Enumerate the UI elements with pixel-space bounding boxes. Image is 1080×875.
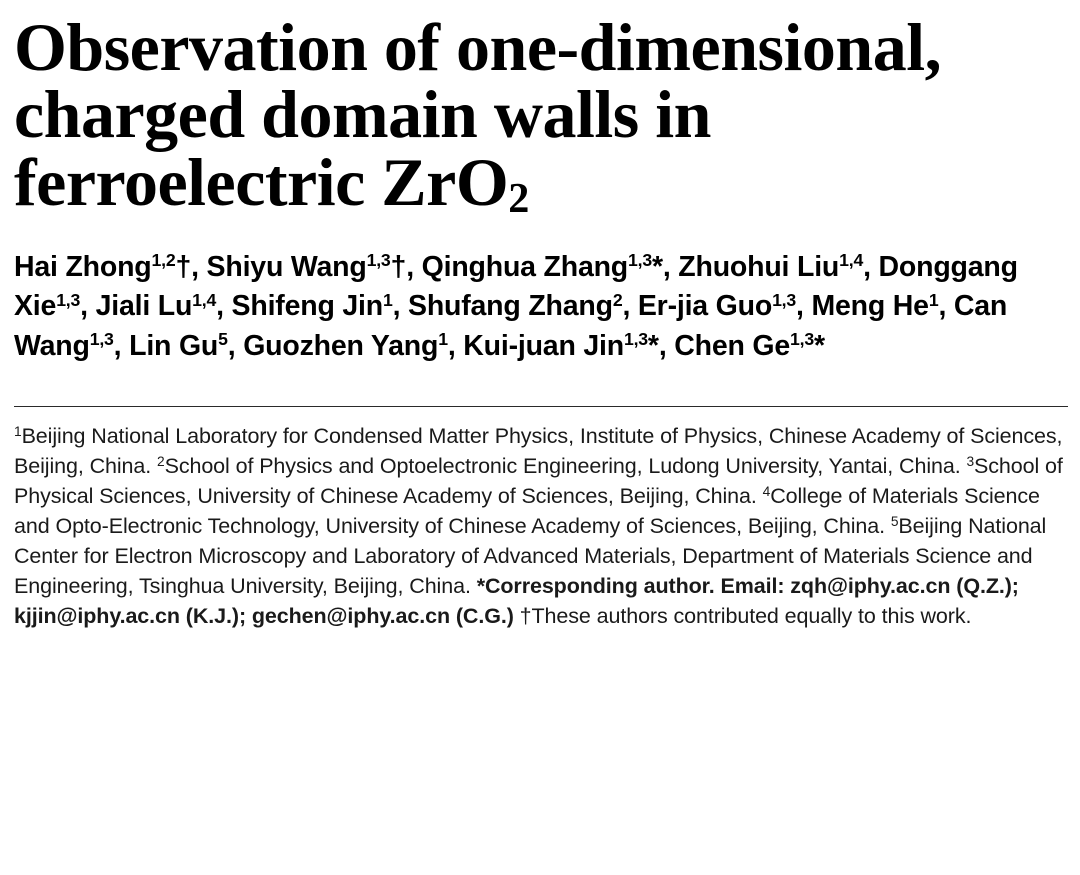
- affiliation-text: †These authors contributed equally to this work.: [519, 604, 972, 629]
- title-subscript: 2: [508, 175, 529, 223]
- author-name-run: *, Chen Ge: [647, 329, 791, 362]
- author-affiliation-marker: 1,4: [839, 250, 864, 271]
- author-name-run: *, Zhuohui Liu: [651, 250, 840, 283]
- author-name-run: Hai Zhong: [14, 250, 152, 283]
- author-affiliation-marker: 1,2: [151, 250, 176, 271]
- author-name-run: , Guozhen Yang: [227, 329, 439, 362]
- title-line-3: ferroelectric ZrO: [14, 143, 509, 220]
- author-list: [14, 248, 1068, 366]
- corresponding-author-note: *Corresponding author. Email: zqh@iphy.ac.cn (Q.Z.); kjjin@iphy.ac.cn (K.J.); gechen@iphy.ac.cn (C.G.): [14, 574, 1019, 629]
- author-name-run: , Shifeng Jin: [216, 290, 383, 323]
- author-affiliation-marker: 1,3: [772, 289, 797, 310]
- affiliation-marker: 4: [762, 483, 771, 499]
- affiliation-marker: 5: [890, 514, 899, 530]
- author-name-run: †, Shiyu Wang: [175, 250, 367, 283]
- author-affiliation-marker: 1,4: [192, 289, 217, 310]
- author-name-run: , Jiali Lu: [80, 290, 193, 323]
- affiliation-text: College of Materials Science and Opto-Electronic Technology, University of Chinese Academy of Sciences, Beijing, China.: [14, 484, 1040, 539]
- affiliation-marker: 2: [157, 453, 165, 469]
- author-name-run: *: [814, 329, 825, 362]
- affiliation-text: School of Physics and Optoelectronic Engineering, Ludong University, Yantai, China.: [164, 454, 967, 479]
- author-affiliation-marker: 1,3: [623, 328, 648, 349]
- author-name-run: , Kui-juan Jin: [447, 329, 624, 362]
- author-affiliation-marker: 1,3: [628, 250, 652, 271]
- author-name-run: , Lin Gu: [113, 329, 219, 362]
- affiliation-marker: 3: [966, 453, 975, 469]
- author-name-run: †, Qinghua Zhang: [390, 250, 629, 283]
- affiliation-text: School of Physical Sciences, University of Chinese Academy of Sciences, Beijing, China.: [14, 454, 1063, 509]
- affiliation-text: Beijing National Laboratory for Condensed Matter Physics, Institute of Physics, Chinese Academy of Sciences, Beijing, China.: [14, 423, 1063, 479]
- affiliation-text: Beijing National Center for Electron Microscopy and Laboratory of Advanced Materials, Department of Materials Science and Engineering, Tsinghua University, Beijing, China.: [14, 514, 1047, 599]
- author-affiliation-marker: 1: [438, 328, 448, 349]
- author-name-run: , Donggang Xie: [14, 250, 1018, 323]
- affiliations-block: [14, 421, 1068, 632]
- page-title: [14, 9, 1068, 223]
- header-divider: [14, 406, 1068, 407]
- author-affiliation-marker: 1,3: [366, 250, 391, 271]
- author-affiliation-marker: 1: [382, 289, 393, 310]
- author-affiliation-marker: 5: [218, 328, 228, 349]
- author-name-run: , Can Wang: [14, 290, 1008, 362]
- title-line-1: Observation of one-dimensional,: [14, 9, 942, 85]
- author-affiliation-marker: 2: [612, 289, 623, 310]
- author-affiliation-marker: 1,3: [56, 289, 81, 310]
- author-affiliation-marker: 1,3: [89, 328, 114, 349]
- author-name-run: , Shufang Zhang: [392, 290, 613, 323]
- title-line-2: charged domain walls in: [14, 76, 711, 153]
- author-affiliation-marker: 1: [928, 289, 939, 310]
- author-name-run: , Meng He: [796, 290, 929, 323]
- affiliation-marker: 1: [14, 423, 22, 439]
- author-name-run: , Er-jia Guo: [622, 290, 773, 323]
- author-affiliation-marker: 1,3: [790, 328, 814, 349]
